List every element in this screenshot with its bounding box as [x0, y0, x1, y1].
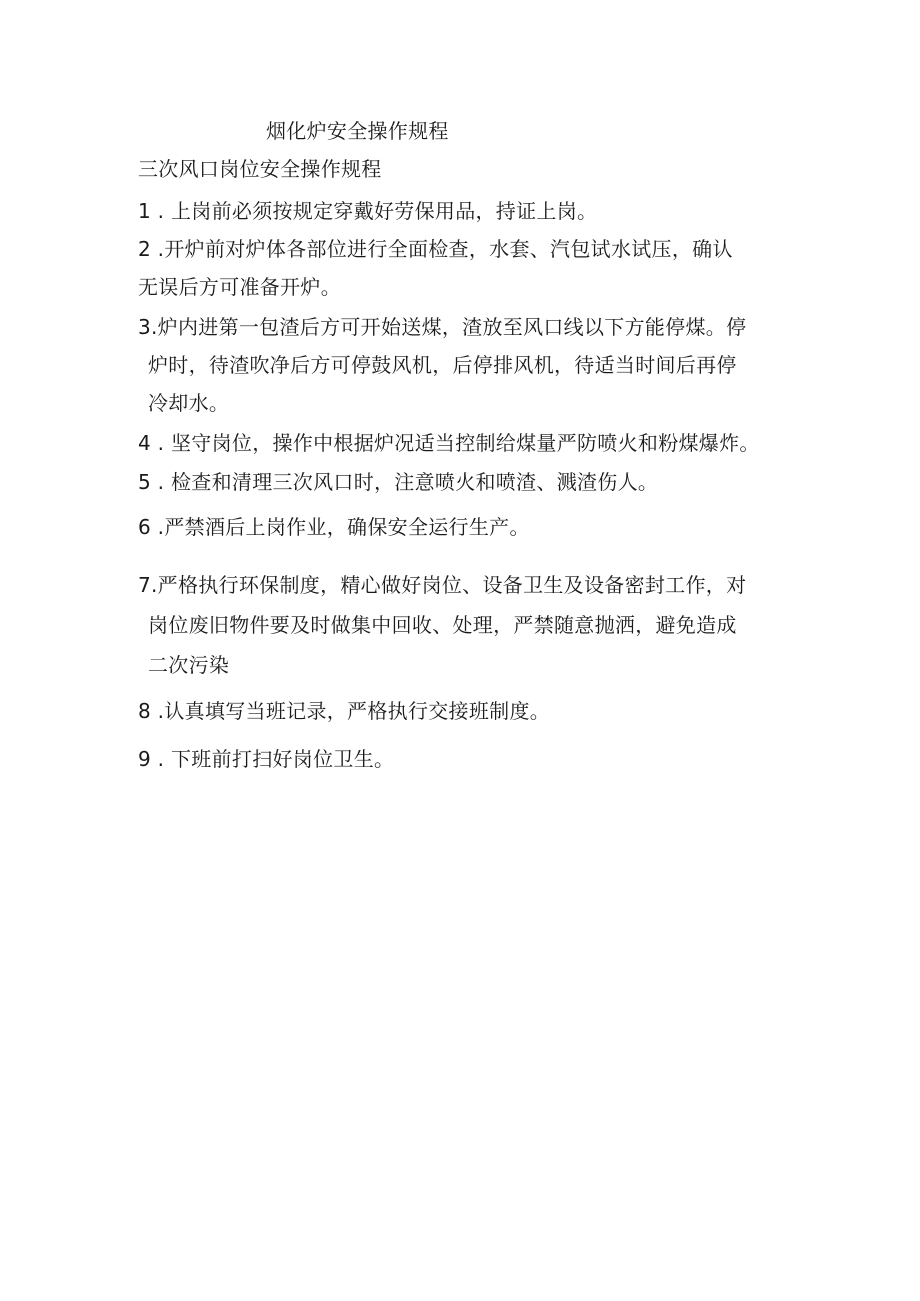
rule-7-line-3: 二次污染 [148, 653, 230, 677]
rule-8-line-1: 8 .认真填写当班记录，严格执行交接班制度。 [138, 699, 551, 723]
document-subtitle: 三次风口岗位安全操作规程 [138, 157, 382, 181]
rule-2-line-2: 无误后方可准备开炉。 [138, 275, 341, 299]
document-title: 烟化炉安全操作规程 [266, 119, 449, 143]
rule-7-line-2: 岗位废旧物件要及时做集中回收、处理，严禁随意抛洒，避免造成 [148, 613, 737, 637]
rule-3-line-1: 3.炉内进第一包渣后方可开始送煤，渣放至风口线以下方能停煤。停 [138, 315, 747, 339]
rule-2-line-1: 2 .开炉前对炉体各部位进行全面检查，水套、汽包试水试压，确认 [138, 237, 733, 261]
rule-9-line-1: 9 . 下班前打扫好岗位卫生。 [138, 747, 395, 771]
rule-7-line-1: 7.严格执行环保制度，精心做好岗位、设备卫生及设备密封工作，对 [138, 573, 747, 597]
rule-6-line-1: 6 .严禁酒后上岗作业，确保安全运行生产。 [138, 515, 530, 539]
rule-4-line-1: 4 . 坚守岗位，操作中根据炉况适当控制给煤量严防喷火和粉煤爆炸。 [138, 431, 760, 455]
rule-3-line-3: 冷却水。 [148, 391, 230, 415]
rule-3-line-2: 炉时，待渣吹净后方可停鼓风机，后停排风机，待适当时间后再停 [148, 353, 737, 377]
rule-5-line-1: 5 . 检查和清理三次风口时，注意喷火和喷渣、溅渣伤人。 [138, 470, 659, 494]
rule-1-line-1: 1 . 上岗前必须按规定穿戴好劳保用品，持证上岗。 [138, 199, 598, 223]
